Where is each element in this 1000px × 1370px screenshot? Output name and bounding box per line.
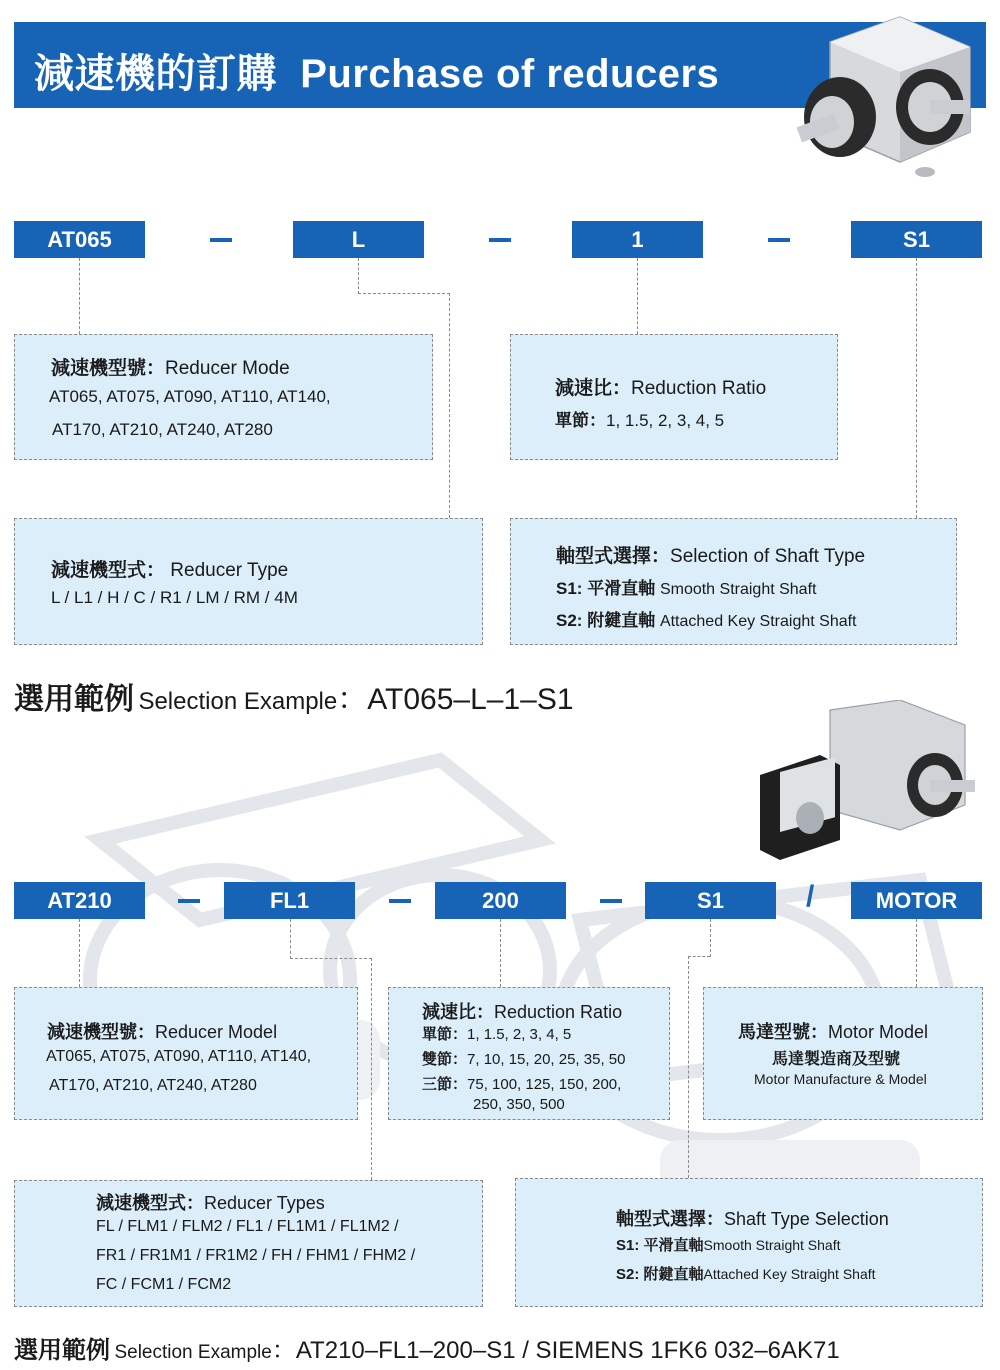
motor-line-en: Motor Manufacture & Model	[754, 1071, 927, 1087]
separator-dash	[178, 899, 200, 903]
connector-line	[290, 919, 291, 959]
ratio-triple-line: 三節：75, 100, 125, 150, 200,	[422, 1076, 622, 1093]
shaft-s1-line: S1: 平滑直軸Smooth Straight Shaft	[616, 1237, 841, 1254]
page-title	[34, 42, 719, 99]
connector-line	[500, 919, 501, 987]
connector-line	[371, 958, 372, 1180]
code-type: FL1	[224, 882, 355, 919]
box-title: 減速機型號：Reducer Mode	[51, 358, 290, 379]
connector-line	[637, 258, 638, 334]
code-motor: MOTOR	[851, 882, 982, 919]
connector-line	[290, 958, 372, 959]
connector-line	[358, 293, 450, 294]
reduction-ratio-box	[510, 334, 838, 460]
selection-example-2: 選用範例 Selection Example：AT210–FL1–200–S1 / SIEMENS 1FK6 032–6AK71	[14, 1337, 840, 1364]
motor-model-box	[703, 987, 983, 1120]
connector-line	[916, 919, 917, 987]
connector-line	[79, 919, 80, 987]
reducer-model-box	[14, 334, 433, 460]
model-list-line2: AT170, AT210, AT240, AT280	[52, 420, 273, 439]
code-model: AT065	[14, 221, 145, 258]
reducer-types-box	[14, 1180, 483, 1307]
separator-dash	[600, 899, 622, 903]
connector-line	[688, 956, 710, 957]
separator-dash	[768, 238, 790, 242]
code-shaft: S1	[851, 221, 982, 258]
connector-line	[916, 258, 917, 518]
box-title: 軸型式選擇：Shaft Type Selection	[616, 1209, 889, 1229]
separator-slash: /	[806, 880, 815, 913]
box-title: 減速比：Reduction Ratio	[555, 378, 767, 399]
shaft-s2-line: S2: 附鍵直軸Attached Key Straight Shaft	[616, 1266, 876, 1283]
box-title: 軸型式選擇：Selection of Shaft Type	[556, 546, 866, 567]
code-type: L	[293, 221, 424, 258]
shaft-s2-line: S2: 附鍵直軸 Attached Key Straight Shaft	[556, 611, 857, 630]
selection-example-1: 選用範例 Selection Example：AT065–L–1–S1	[14, 683, 574, 716]
code-ratio: 1	[572, 221, 703, 258]
code-model: AT210	[14, 882, 145, 919]
box-title: 減速機型式：Reducer Types	[96, 1193, 325, 1213]
box-title: 減速機型號：Reducer Model	[47, 1022, 278, 1042]
connector-line	[688, 956, 689, 1178]
ratio-double-line: 雙節：7, 10, 15, 20, 25, 35, 50	[422, 1051, 626, 1068]
shaft-type-box	[515, 1178, 983, 1307]
code-ratio: 200	[435, 882, 566, 919]
title-en: Purchase of reducers	[300, 52, 720, 96]
model-list-line1: AT065, AT075, AT090, AT110, AT140,	[46, 1048, 312, 1065]
reducer-type-box	[14, 518, 483, 645]
box-title: 減速機型式： Reducer Type	[51, 560, 289, 581]
ratio-triple-line2: 250, 350, 500	[473, 1096, 565, 1113]
motor-line-zh: 馬達製造商及型號	[772, 1051, 901, 1068]
ratio-single-line: 單節：1, 1.5, 2, 3, 4, 5	[555, 411, 725, 430]
reducer-with-motor-flange-image	[750, 700, 980, 870]
type-list: L / L1 / H / C / R1 / LM / RM / 4M	[51, 588, 298, 607]
types-line2: FR1 / FR1M1 / FR1M2 / FH / FHM1 / FHM2 /	[96, 1247, 416, 1264]
model-list-line1: AT065, AT075, AT090, AT110, AT140,	[49, 387, 331, 406]
shaft-type-box	[510, 518, 957, 645]
title-zh: 減速機的訂購	[34, 52, 277, 96]
reducer-model-box	[14, 987, 358, 1120]
separator-dash	[489, 238, 511, 242]
model-list-line2: AT170, AT210, AT240, AT280	[49, 1077, 257, 1094]
connector-line	[449, 293, 450, 518]
separator-dash	[210, 238, 232, 242]
ratio-single-line: 單節：1, 1.5, 2, 3, 4, 5	[422, 1026, 572, 1043]
connector-line	[358, 258, 359, 294]
reduction-ratio-box	[388, 987, 670, 1120]
code-shaft: S1	[645, 882, 776, 919]
right-angle-reducer-image	[790, 12, 980, 187]
types-line1: FL / FLM1 / FLM2 / FL1 / FL1M1 / FL1M2 /	[96, 1218, 399, 1235]
box-title: 馬達型號：Motor Model	[738, 1022, 929, 1042]
shaft-s1-line: S1: 平滑直軸 Smooth Straight Shaft	[556, 579, 817, 598]
box-title: 減速比：Reduction Ratio	[422, 1002, 623, 1022]
separator-dash	[389, 899, 411, 903]
types-line3: FC / FCM1 / FCM2	[96, 1276, 232, 1293]
connector-line	[79, 258, 80, 334]
connector-line	[710, 919, 711, 957]
